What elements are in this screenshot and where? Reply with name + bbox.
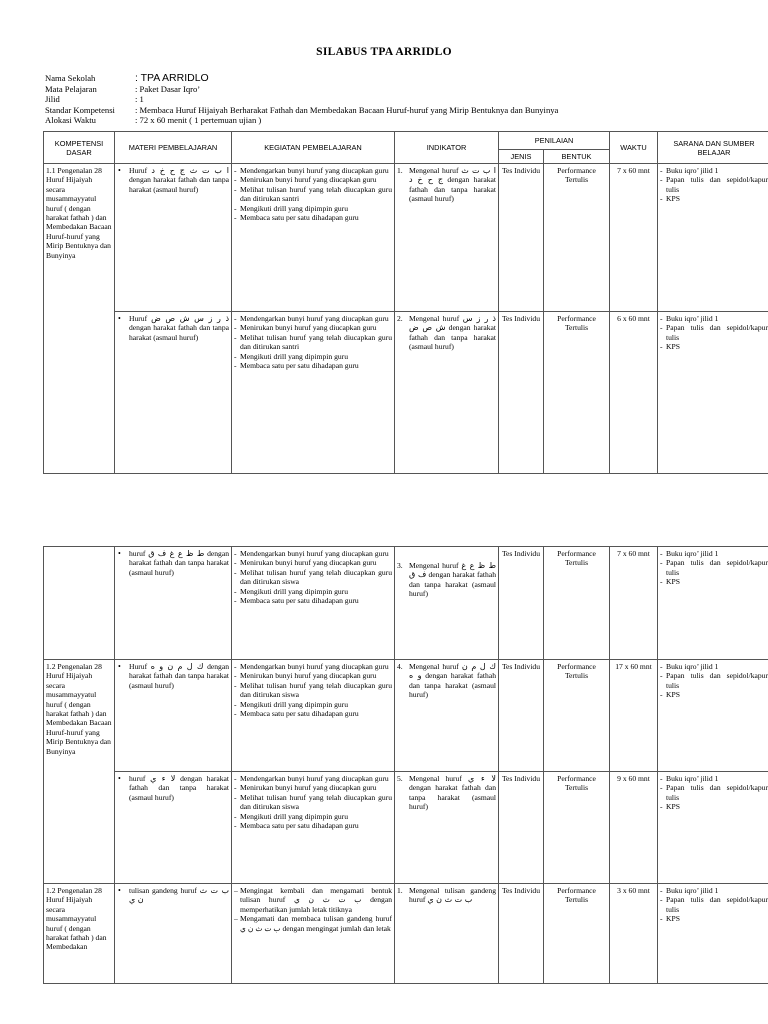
list-item: - Melihat tulisan huruf yang telah diucapkan guru dan ditirukan siswa (234, 567, 392, 587)
list-item: - Mendengarkan bunyi huruf yang diucapkan guru (234, 662, 389, 671)
bullet-icon: • (118, 314, 121, 323)
table-row (44, 772, 768, 884)
header-indikator: INDIKATOR (395, 132, 499, 164)
arabic-letters: ب ت ث ن ي (129, 886, 229, 905)
bentuk-cell: Performance Tertulis (544, 312, 610, 474)
waktu-cell: 17 x 60 mnt (610, 660, 658, 772)
arabic-letters: لا ء ي (150, 774, 176, 783)
list-item: - Menirukan bunyi huruf yang diucapkan guru (234, 175, 377, 185)
list-item: - KPS (660, 690, 680, 700)
syllabus-table-part-2 (43, 546, 768, 984)
sarana-list (660, 549, 768, 587)
table-row (44, 312, 768, 474)
kegiatan-list (234, 774, 392, 830)
list-item: - Membaca satu per satu dihadapan guru (234, 361, 359, 371)
table-row (44, 660, 768, 772)
kegiatan-list (234, 549, 392, 605)
kd-cell: 1.2 Pengenalan 28 Huruf Hijaiyah secara musammayyatul huruf ( dengan harakat fathah ) dan Membedakan (44, 884, 115, 984)
list-item: - Mengikuti drill yang dipimpin guru (234, 586, 348, 596)
sarana-cell (658, 164, 768, 312)
jenis-cell: Tes Individu (499, 660, 544, 772)
arabic-letters: ط ظ ع غ ف ق (409, 561, 496, 580)
bullet-icon: • (118, 662, 121, 671)
meta-value: : Membaca Huruf Hijaiyah Berharakat Fathah dan Membedakan Bacaan Huruf-huruf yang Mirip Bentuknya dan Bunyinya (135, 104, 559, 115)
kegiatan-list (234, 886, 392, 933)
kegiatan-cell (232, 312, 395, 474)
arabic-letters: ب ت ث ن ي (427, 895, 473, 905)
meta-label: Mata Pelajaran (45, 83, 97, 94)
list-item: - Mendengarkan bunyi huruf yang diucapkan guru (234, 314, 389, 323)
list-item: - Mengikuti drill yang dipimpin guru (234, 811, 348, 821)
bentuk-cell: Performance Tertulis (544, 660, 610, 772)
indikator-cell: 2. Mengenal huruf ذ ر ز س ش ص ض dengan harakat fathah dan tanpa harakat (asmaul huruf) (395, 312, 499, 474)
list-item: - Membaca satu per satu dihadapan guru (234, 213, 359, 223)
arabic-letters: لا ء ي (467, 774, 496, 783)
materi-cell: • Huruf ك ل م ن و ه dengan harakat fathah dan tanpa harakat (asmaul huruf) (115, 660, 232, 772)
sarana-cell (658, 884, 768, 984)
indikator-cell: 4. Mengenal huruf ك ل م ن و ه dengan harakat fathah dan tanpa harakat (asmaul huruf) (395, 660, 499, 772)
meta-value: : TPA ARRIDLO (135, 72, 209, 84)
list-item: - Buku iqro’ jilid 1 (660, 886, 719, 895)
sarana-cell (658, 547, 768, 660)
meta-label: Standar Kompetensi (45, 104, 115, 115)
table-row (44, 164, 768, 312)
sarana-list (660, 662, 768, 700)
list-item: - Melihat tulisan huruf yang telah diucapkan guru dan ditirukan siswa (234, 792, 392, 812)
bentuk-cell: Performance Tertulis (544, 164, 610, 312)
arabic-letters: ذ ر ز س ش ص ض (151, 314, 230, 323)
indikator-cell: 1. Mengenal huruf ا ب ت ث ج ح خ د dengan harakat fathah dan tanpa harakat (asmaul huruf) (395, 164, 499, 312)
header-penilaian: PENILAIAN (499, 132, 610, 150)
sarana-list (660, 314, 768, 352)
list-item: - Mengikuti drill yang dipimpin guru (234, 351, 348, 361)
list-item: - Melihat tulisan huruf yang telah diucapkan guru dan ditirukan siswa (234, 680, 392, 700)
list-item: - Buku iqro’ jilid 1 (660, 774, 719, 783)
list-item: - Buku iqro’ jilid 1 (660, 314, 719, 323)
list-item: - Mengikuti drill yang dipimpin guru (234, 699, 348, 709)
indikator-cell: 3. Mengenal huruf ط ظ ع غ ف ق dengan harakat fathah dan tanpa harakat (asmaul huruf) (395, 547, 499, 660)
list-item: - Melihat tulisan huruf yang telah diucapkan guru dan ditirukan santri (234, 332, 392, 352)
meta-value: : 1 (135, 94, 144, 104)
kegiatan-cell (232, 164, 395, 312)
sarana-cell (658, 772, 768, 884)
meta-value: : Paket Dasar Iqro’ (135, 83, 201, 94)
kegiatan-list (234, 166, 392, 222)
meta-row-time (45, 115, 735, 126)
jenis-cell: Tes Individu (499, 312, 544, 474)
syllabus-meta (45, 73, 735, 126)
list-item: - KPS (660, 577, 680, 587)
header-waktu: WAKTU (610, 132, 658, 164)
materi-cell: • Huruf ا ب ت ث ج ح خ د dengan harakat fathah dan tanpa harakat (asmaul huruf) (115, 164, 232, 312)
list-item: - Melihat tulisan huruf yang telah diucapkan guru dan ditirukan santri (234, 184, 392, 204)
list-item: - KPS (660, 194, 680, 204)
header-kegiatan: KEGIATAN PEMBELAJARAN (232, 132, 395, 164)
list-item: - KPS (660, 342, 680, 352)
list-item: - Papan tulis dan sepidol/kapur tulis (660, 671, 768, 690)
bullet-icon: • (118, 549, 121, 558)
kd-cell: 1.1 Pengenalan 28 Huruf Hijaiyah secara musammayyatul huruf ( dengan harakat fathah ) dan Membedakan Bacaan Huruf-huruf yang Mirip Bentuknya dan Bunyinya (44, 164, 115, 474)
list-item: - Papan tulis dan sepidol/kapur tulis (660, 558, 768, 577)
kegiatan-cell (232, 547, 395, 660)
waktu-cell: 6 x 60 mnt (610, 312, 658, 474)
header-bentuk: BENTUK (544, 150, 610, 164)
table-row (44, 547, 768, 660)
kegiatan-cell (232, 772, 395, 884)
waktu-cell: 9 x 60 mnt (610, 772, 658, 884)
bullet-icon: • (118, 166, 121, 175)
bentuk-cell: Performance Tertulis (544, 547, 610, 660)
list-item: - Mendengarkan bunyi huruf yang diucapkan guru (234, 166, 389, 175)
kegiatan-list (234, 662, 392, 718)
list-item: - Papan tulis dan sepidol/kapur tulis (660, 175, 768, 194)
jenis-cell: Tes Individu (499, 164, 544, 312)
meta-value: : 72 x 60 menit ( 1 pertemuan ujian ) (135, 115, 262, 125)
list-item: - Mendengarkan bunyi huruf yang diucapkan guru (234, 774, 389, 783)
jenis-cell: Tes Individu (499, 884, 544, 984)
list-item: - Mengikuti drill yang dipimpin guru (234, 203, 348, 213)
list-item: - Papan tulis dan sepidol/kapur tulis (660, 895, 768, 914)
list-item: - Papan tulis dan sepidol/kapur tulis (660, 323, 768, 342)
list-item: – Mengamati dan membaca tulisan gandeng huruf ب ت ث ن ي dengan mengingat jumlah dan letak (234, 914, 392, 933)
sarana-cell (658, 312, 768, 474)
waktu-cell: 3 x 60 mnt (610, 884, 658, 984)
jenis-cell: Tes Individu (499, 547, 544, 660)
kegiatan-list (234, 314, 392, 370)
list-item: - Buku iqro’ jilid 1 (660, 662, 719, 671)
meta-label: Jilid (45, 94, 60, 104)
materi-cell: • huruf لا ء ي dengan harakat fathah dan tanpa harakat (asmaul huruf) (115, 772, 232, 884)
waktu-cell: 7 x 60 mnt (610, 547, 658, 660)
list-item: - Membaca satu per satu dihadapan guru (234, 709, 359, 719)
table-row (44, 884, 768, 984)
indikator-cell: 1. Mengenal tulisan gandeng huruf ب ت ث ن ي (395, 884, 499, 984)
header-kd: KOMPETENSI DASAR (44, 132, 115, 164)
materi-cell: • Huruf ذ ر ز س ش ص ض dengan harakat fathah dan tanpa harakat (asmaul huruf) (115, 312, 232, 474)
meta-label: Alokasi Waktu (45, 115, 96, 125)
bentuk-cell: Performance Tertulis (544, 772, 610, 884)
sarana-cell (658, 660, 768, 772)
materi-cell: • tulisan gandeng huruf ب ت ث ن ي (115, 884, 232, 984)
kd-cell-empty (44, 547, 115, 660)
kegiatan-cell (232, 884, 395, 984)
bullet-icon: • (118, 886, 121, 895)
arabic-letters: ط ظ ع غ ف ق (148, 549, 205, 558)
list-item: - Mendengarkan bunyi huruf yang diucapkan guru (234, 549, 389, 558)
meta-row-school (45, 73, 735, 84)
meta-row-competency (45, 105, 735, 116)
arabic-letters: ك ل م ن و ه (409, 662, 496, 681)
waktu-cell: 7 x 60 mnt (610, 164, 658, 312)
list-item: - Menirukan bunyi huruf yang diucapkan guru (234, 671, 377, 681)
arabic-letters: ا ب ت ث ج ح خ د (409, 166, 496, 185)
syllabus-table-part-1 (43, 131, 768, 474)
bentuk-cell: Performance Tertulis (544, 884, 610, 984)
list-item: - Menirukan bunyi huruf yang diucapkan guru (234, 558, 377, 568)
kegiatan-cell (232, 660, 395, 772)
arabic-letters: ا ب ت ث ج ح خ د (151, 166, 229, 175)
list-item: - Papan tulis dan sepidol/kapur tulis (660, 783, 768, 802)
header-jenis: JENIS (499, 150, 544, 164)
list-item: - KPS (660, 802, 680, 812)
list-item: - Membaca satu per satu dihadapan guru (234, 596, 359, 606)
list-item: - Menirukan bunyi huruf yang diucapkan guru (234, 783, 377, 793)
list-item: - Membaca satu per satu dihadapan guru (234, 821, 359, 831)
meta-row-subject (45, 84, 735, 95)
list-item: - Menirukan bunyi huruf yang diucapkan guru (234, 323, 377, 333)
list-item: - KPS (660, 914, 680, 924)
kd-cell: 1.2 Pengenalan 28 Huruf Hijaiyah secara musammayyatul huruf ( dengan harakat fathah ) dan Membedakan Bacaan Huruf-huruf yang Mirip Bentuknya dan Bunyinya (44, 660, 115, 884)
list-item: – Mengingat kembali dan mengamati bentuk tulisan huruf ب ت ث ن ي dengan memperhatikan jumlah letak titiknya (234, 886, 393, 914)
page-title: SILABUS TPA ARRIDLO (316, 46, 452, 58)
sarana-list (660, 166, 768, 204)
header-sarana: SARANA DAN SUMBER BELAJAR (658, 132, 768, 164)
list-item: - Buku iqro’ jilid 1 (660, 549, 719, 558)
bullet-icon: • (118, 774, 121, 783)
sarana-list (660, 774, 768, 812)
meta-row-volume (45, 94, 735, 105)
jenis-cell: Tes Individu (499, 772, 544, 884)
materi-cell: • huruf ط ظ ع غ ف ق dengan harakat fathah dan tanpa harakat (asmaul huruf) (115, 547, 232, 660)
sarana-list (660, 886, 768, 924)
meta-label: Nama Sekolah (45, 73, 96, 83)
indikator-cell: 5. Mengenal huruf لا ء ي dengan harakat fathah dan tanpa harakat (asmaul huruf) (395, 772, 499, 884)
list-item: - Buku iqro’ jilid 1 (660, 166, 719, 175)
arabic-letters: ك ل م ن و ه (150, 662, 204, 671)
arabic-letters: ذ ر ز س ش ص ض (409, 314, 496, 333)
header-materi: MATERI PEMBELAJARAN (115, 132, 232, 164)
